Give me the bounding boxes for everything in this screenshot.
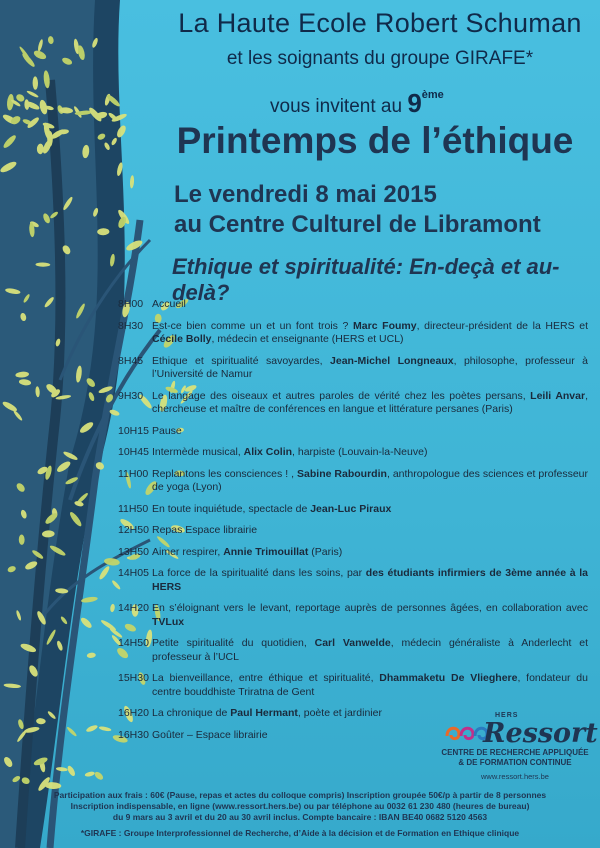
footer-dates-bank: du 9 mars au 3 avril et du 20 au 30 avril inclus. Compte bancaire : IBAN BE40 0682 5120 4563 (112, 812, 488, 822)
leaf-shape (100, 619, 117, 632)
program-description (152, 503, 588, 517)
program-description (152, 637, 588, 664)
program-text: La chronique de (152, 707, 231, 719)
program-description (152, 320, 588, 347)
logo-name: Ressort (483, 718, 598, 749)
event-title: Printemps de l’éthique (176, 120, 574, 161)
program-description (152, 524, 588, 538)
program-time: 15H30 (118, 672, 149, 684)
event-theme: Ethique et spiritualité: En-deçà et au-delà? (172, 254, 560, 305)
program-text: La force de la spiritualité dans les soins, par (152, 567, 366, 579)
logo-org: HERS (495, 712, 519, 719)
co-organizer-line: et les soignants du groupe GIRAFE* (226, 48, 534, 69)
program-time: 14H50 (118, 637, 149, 649)
speaker-name: des étudiants infirmiers de 3ème année à la HERS (152, 567, 588, 593)
speaker-name: TVLux (152, 615, 185, 628)
program-item (118, 468, 588, 495)
program-time: 10H15 (118, 424, 149, 437)
organizer-line: La Haute Ecole Robert Schuman (178, 8, 582, 38)
program-text: Le langage des oiseaux et autres paroles de vérité chez les poètes persans, (152, 389, 531, 402)
speaker-name: Annie Trimouillat (223, 545, 309, 558)
speaker-name: Jean-Michel Longneaux (330, 354, 454, 367)
program-item (118, 602, 588, 629)
program-time: 16H20 (118, 707, 149, 719)
program-time: 11H00 (118, 467, 149, 480)
leaf-shape (81, 596, 98, 604)
program-text: , fondateur du centre bouddhiste Triratna de Gent (152, 672, 588, 698)
leaf-shape (79, 616, 93, 630)
program-item (118, 546, 588, 560)
program-text: Intermède musical, (152, 446, 244, 458)
leaf-shape (66, 765, 76, 778)
program-text: , anthropologue des sciences et professeur de yoga (Lyon) (152, 467, 589, 493)
program-text: , directeur-président de la HERS et (416, 319, 588, 332)
program-item (118, 446, 588, 460)
leaf-shape (84, 771, 95, 778)
program-time: 14H20 (118, 602, 149, 614)
event-venue: au Centre Culturel de Libramont (174, 211, 541, 238)
program-item (118, 425, 588, 439)
program-time: 10H45 (118, 446, 149, 458)
program-text: En toute inquiétude, spectacle de (152, 502, 311, 515)
invite-text: vous invitent au (270, 96, 403, 117)
program-text: Pause (152, 424, 182, 437)
speaker-name: Paul Hermant (230, 707, 298, 719)
girafe-footnote: *GIRAFE : Groupe Interprofessionnel de Recherche, d’Aide à la décision et de Formation en Ethique clinique (80, 828, 520, 838)
program-item (118, 524, 588, 538)
invitation-line (270, 88, 444, 119)
leaf-shape (87, 652, 97, 658)
program-time: 12H50 (118, 524, 149, 536)
program-text: , harpiste (Louvain-la-Neuve) (292, 446, 428, 458)
footer-fees: Participation aux frais : 60€ (Pause, repas et actes du colloque compris) Inscription groupée 50€/p à partir de 8 personnes (53, 790, 547, 800)
ressort-logo (437, 712, 598, 781)
program-description (152, 425, 588, 439)
program-description (152, 446, 588, 460)
edition-number: 9 (407, 88, 422, 118)
event-date-venue (174, 180, 541, 240)
program-description (152, 468, 588, 495)
program-text: , philosophe, professeur à l’Université de Namur (152, 354, 589, 380)
program-item (118, 298, 588, 312)
speaker-name: Sabine Rabourdin (297, 467, 387, 480)
program-text: Aimer respirer, (152, 545, 224, 558)
program-time: 16H30 (118, 728, 149, 741)
program-text: En s’éloignant vers le levant, reportage auprès de personnes âgées, en collaboration avec (152, 602, 588, 614)
program-text: Goûter – Espace librairie (152, 728, 268, 741)
footer-info (0, 790, 600, 823)
program-text: Repas Espace librairie (152, 524, 258, 536)
program-list (118, 298, 588, 750)
leaf-shape (110, 604, 116, 613)
program-description (152, 390, 588, 417)
program-item (118, 390, 588, 417)
program-text: , chercheuse et maître de conférences en langue et littérature persanes (Paris) (152, 389, 588, 415)
program-text: , médecin généraliste à Anderlecht et professeur à l’UCL (152, 637, 588, 663)
program-time: 9H30 (118, 389, 144, 402)
logo-subtitle-1: CENTRE DE RECHERCHE APPLIQUÉE (441, 748, 589, 757)
leaf-shape (66, 726, 78, 737)
program-time: 14H05 (118, 567, 149, 579)
program-text: Accueil (152, 298, 186, 310)
program-text: Ethique et spiritualité savoyardes, (152, 354, 331, 367)
speaker-name: Leili Anvar (530, 389, 586, 402)
speaker-name: Dhammaketu De Vlieghere (379, 672, 518, 684)
program-description (152, 567, 588, 594)
leaf-shape (99, 726, 112, 732)
program-text: , médecin et enseignante (HERS et UCL) (211, 333, 404, 345)
program-item (118, 637, 588, 664)
speaker-name: Alix Colin (243, 446, 293, 458)
program-text: (Paris) (308, 545, 343, 558)
program-text: Est-ce bien comme un et un font trois ? (152, 319, 354, 332)
speaker-name: Cécile Bolly (152, 333, 212, 345)
program-time: 11H50 (118, 502, 149, 515)
program-time: 13H50 (118, 545, 149, 558)
program-text: , poète et jardinier (297, 707, 382, 719)
logo-subtitle-2: & DE FORMATION CONTINUE (458, 758, 572, 767)
speaker-name: Jean-Luc Piraux (310, 502, 392, 515)
edition-suffix: ème (421, 89, 444, 101)
program-text: Replantons les consciences ! , (152, 467, 298, 480)
program-item (118, 503, 588, 517)
program-description (152, 298, 588, 312)
logo-url: www.ressort.hers.be (481, 772, 549, 781)
program-time: 8H00 (118, 298, 144, 310)
program-description (152, 672, 588, 699)
program-item (118, 320, 588, 347)
leaf-shape (85, 724, 98, 733)
leaf-shape (93, 770, 104, 781)
program-description (152, 602, 588, 629)
leaf-shape (130, 175, 135, 188)
program-text: Petite spiritualité du quotidien, (152, 637, 315, 649)
speaker-name: Carl Vanwelde (314, 637, 391, 649)
program-description (152, 546, 588, 560)
footer-registration: Inscription indispensable, en ligne (www.ressort.hers.be) ou par téléphone au 0032 61 230 480 (heures de bureau) (70, 801, 530, 811)
program-item (118, 567, 588, 594)
program-item (118, 672, 588, 699)
program-time: 8H45 (118, 354, 144, 367)
program-item (118, 355, 588, 382)
program-time: 8H30 (118, 319, 144, 332)
speaker-name: Marc Foumy (353, 319, 417, 332)
event-date: Le vendredi 8 mai 2015 (174, 181, 437, 208)
program-text: La bienveillance, entre éthique et spiritualité, (152, 672, 380, 684)
program-description (152, 355, 588, 382)
logo-mark (437, 712, 598, 749)
